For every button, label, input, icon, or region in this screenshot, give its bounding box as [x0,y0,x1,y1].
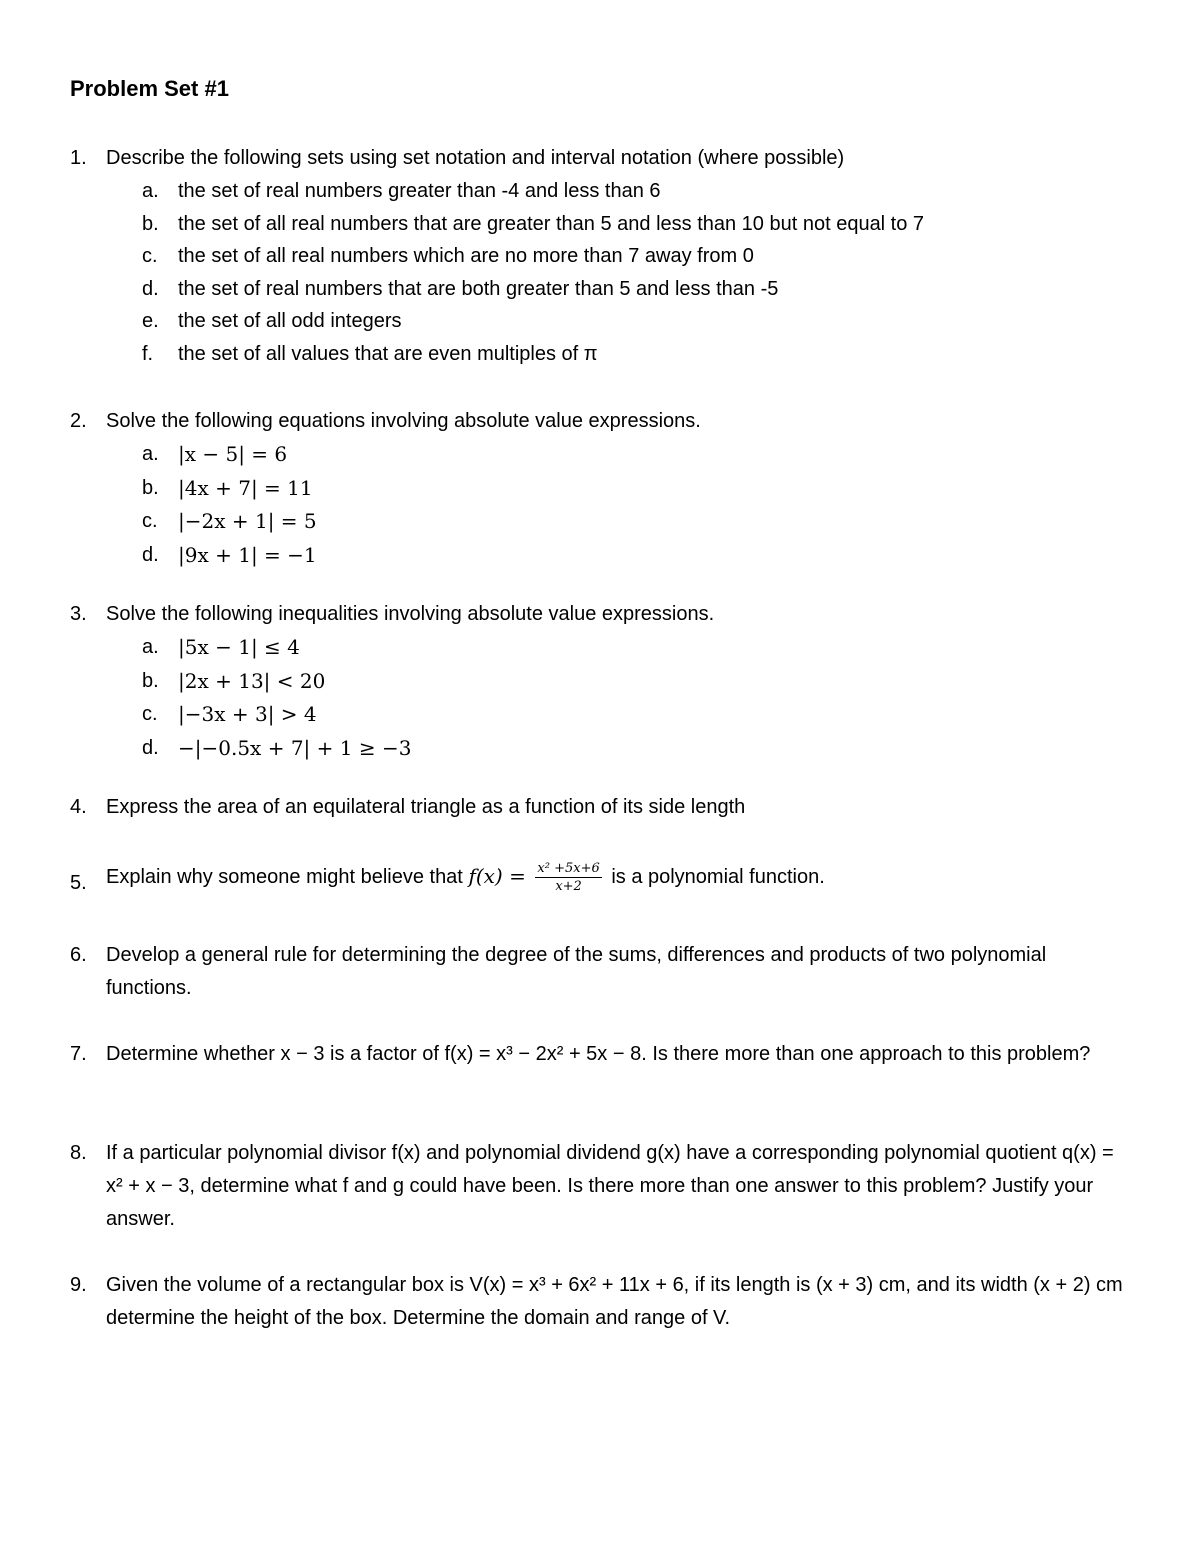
problem-number: 9. [70,1274,87,1296]
problem-text: Solve the following inequalities involving absolute value expressions. [106,603,715,625]
problem-number: 6. [70,944,87,966]
part-letter: e. [142,310,159,332]
part-equation: |4x + 7| = 11 [178,475,313,500]
text-before: Explain why someone might believe that [106,866,463,888]
part-inequality: |2x + 13| < 20 [178,668,326,693]
problem-8 [70,1137,1130,1236]
problem-9 [70,1269,1130,1335]
problem-2-part-c [142,505,1130,539]
part-equation: |9x + 1| = −1 [178,542,317,567]
problem-3-part-a [142,631,1130,665]
problem-5 [70,860,1130,895]
part-inequality: −|−0.5x + 7| + 1 ≥ −3 [178,735,412,760]
problem-text: Develop a general rule for determining the degree of the sums, differences and products of two polynomial functions. [106,944,1047,999]
problem-3-part-b [142,665,1130,699]
part-text: the set of all odd integers [178,310,402,332]
problem-1-part-a [142,175,1130,208]
problem-2-part-b [142,472,1130,506]
formula-fraction [535,860,601,895]
part-text: the set of all real numbers which are no more than 7 away from 0 [178,245,754,267]
problem-3-part-c [142,698,1130,732]
problem-4 [70,791,1130,824]
problem-1 [70,142,1130,370]
part-equation: |−2x + 1| = 5 [178,509,317,533]
problem-2 [70,405,1130,572]
part-text: the set of all values that are even multiples of π [178,342,598,365]
problem-number: 3. [70,603,87,625]
part-letter: d. [142,277,159,300]
problem-3 [70,598,1130,765]
part-equation: |x − 5| = 6 [178,442,288,466]
problem-number: 1. [70,147,87,169]
problem-6 [70,939,1130,1005]
text-after: is a polynomial function. [611,866,825,888]
part-letter: a. [142,180,159,202]
problem-1-part-d [142,273,1130,306]
part-letter: a. [142,443,159,465]
problem-1-part-f [142,338,1130,371]
part-letter: c. [142,703,158,725]
part-letter: d. [142,543,159,566]
formula-lhs: f(x) = [468,864,526,888]
problem-text: Given the volume of a rectangular box is V(x) = x³ + 6x² + 11x + 6, if its length is (x + 3) cm, and its width (x + 2) cm determine the height of the box. Determine the domain and range of V. [106,1274,1123,1329]
problem-2-part-a [142,438,1130,472]
part-letter: a. [142,636,159,658]
problem-number: 2. [70,410,87,432]
part-text: the set of real numbers that are both greater than 5 and less than -5 [178,277,779,300]
problem-1-part-e [142,305,1130,338]
problem-text: If a particular polynomial divisor f(x) and polynomial dividend g(x) have a corresponding polynomial quotient q(x) = x² + x − 3, determine what f and g could have been. Is there more than one answer to this problem? Justify your answer. [106,1142,1114,1230]
problem-text: Determine whether x − 3 is a factor of f(x) = x³ − 2x² + 5x − 8. Is there more than one approach to this problem? [106,1043,1091,1065]
problem-3-part-d [142,732,1130,766]
part-text: the set of real numbers greater than -4 and less than 6 [178,180,661,202]
part-letter: b. [142,669,159,692]
part-inequality: |−3x + 3| > 4 [178,702,317,726]
problem-1-part-b [142,208,1130,241]
problem-text: Describe the following sets using set notation and interval notation (where possible) [106,147,845,169]
problem-number: 8. [70,1142,87,1164]
problem-number: 4. [70,796,87,818]
part-text: the set of all real numbers that are greater than 5 and less than 10 but not equal to 7 [178,212,925,235]
part-letter: d. [142,736,159,759]
page-title: Problem Set #1 [70,76,229,101]
problem-7 [70,1038,1130,1071]
problem-text: Solve the following equations involving absolute value expressions. [106,410,701,432]
fraction-numerator: x² +5x+6 [537,861,600,877]
problem-number: 7. [70,1043,87,1065]
problem-number: 5. [70,872,87,894]
problem-text [106,860,1130,895]
part-letter: b. [142,476,159,499]
problem-text: Express the area of an equilateral triangle as a function of its side length [106,796,746,818]
problem-2-part-d [142,539,1130,573]
part-letter: c. [142,510,158,532]
part-letter: b. [142,212,159,235]
part-inequality: |5x − 1| ≤ 4 [178,635,300,659]
part-letter: c. [142,245,158,267]
problem-1-part-c [142,240,1130,273]
part-letter: f. [142,342,154,365]
fraction-denominator: x+2 [555,879,582,895]
